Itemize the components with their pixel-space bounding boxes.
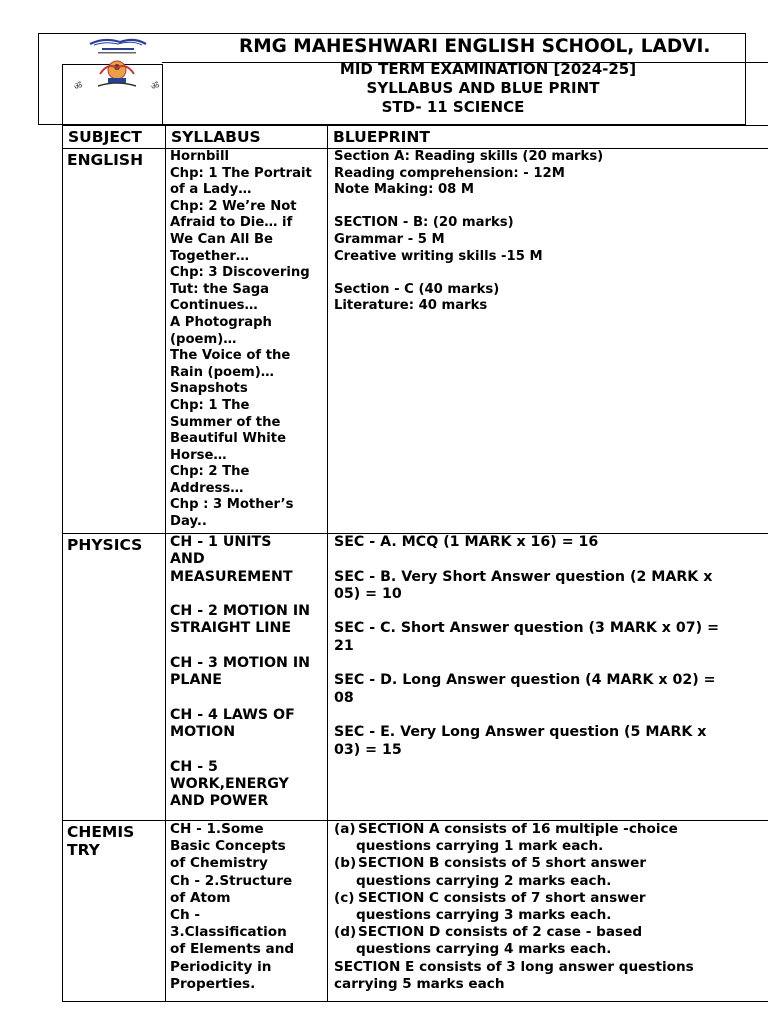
syllabus-table bbox=[62, 125, 768, 1002]
syllabus-line: of a Lady… bbox=[170, 182, 252, 198]
school-name: RMG MAHESHWARI ENGLISH SCHOOL, LADVI. bbox=[239, 36, 711, 57]
syllabus-line: Together… bbox=[170, 248, 250, 264]
item-marker: (b) bbox=[334, 855, 357, 872]
blueprint-line: Creative writing skills -15 M bbox=[334, 248, 543, 264]
syllabus-line: MOTION bbox=[170, 724, 236, 741]
syllabus-line: STRAIGHT LINE bbox=[170, 620, 292, 637]
blueprint-cell bbox=[328, 149, 768, 534]
blueprint-line: 08 bbox=[334, 689, 354, 706]
blueprint-line: Section A: Reading skills (20 marks) bbox=[334, 149, 604, 164]
blueprint-spacer bbox=[334, 265, 762, 282]
syllabus-line: Chp: 2 We’re Not bbox=[170, 198, 297, 214]
blueprint-item bbox=[334, 855, 762, 872]
col-header-subject: SUBJECT bbox=[63, 126, 166, 149]
syllabus-line: Continues… bbox=[170, 298, 258, 314]
syllabus-line: CH - 2 MOTION IN bbox=[170, 603, 311, 620]
blueprint-line: SEC - D. Long Answer question (4 MARK x 02) = bbox=[334, 672, 716, 689]
syllabus-line: Basic Concepts bbox=[170, 838, 286, 855]
blueprint-item bbox=[334, 924, 762, 941]
item-text: SECTION C consists of 7 short answer bbox=[358, 889, 646, 906]
syllabus-line: Day.. bbox=[170, 514, 207, 530]
syllabus-line: Chp: 1 The Portrait bbox=[170, 165, 312, 181]
syllabus-line: Rain (poem)… bbox=[170, 364, 274, 380]
syllabus-line: A Photograph bbox=[170, 314, 272, 330]
syllabus-line: AND bbox=[170, 551, 205, 568]
syllabus-line: Snapshots bbox=[170, 381, 248, 397]
syllabus-line: Chp: 3 Discovering bbox=[170, 265, 310, 281]
blueprint-line: Note Making: 08 M bbox=[334, 182, 475, 198]
svg-text:ॐ: ॐ bbox=[74, 82, 83, 92]
subject-cell: PHYSICS bbox=[63, 534, 166, 821]
blueprint-spacer bbox=[334, 199, 762, 216]
syllabus-line: Afraid to Die… if bbox=[170, 215, 293, 231]
syllabus-cell bbox=[166, 534, 328, 821]
syllabus-line: We Can All Be bbox=[170, 231, 274, 247]
blueprint-line: SEC - E. Very Long Answer question (5 MARK x bbox=[334, 724, 707, 741]
syllabus-line: Tut: the Saga bbox=[170, 281, 270, 297]
syllabus-line: of Atom bbox=[170, 889, 231, 906]
syllabus-line: Chp: 1 The bbox=[170, 397, 250, 413]
blueprint-cell bbox=[328, 821, 768, 1002]
item-continuation: questions carrying 2 marks each. bbox=[356, 872, 612, 889]
blueprint-line: Grammar - 5 M bbox=[334, 231, 445, 247]
syllabus-line: Beautiful White bbox=[170, 431, 287, 447]
table-header-row bbox=[63, 126, 768, 149]
syllabus-line: AND POWER bbox=[170, 793, 269, 810]
blueprint-spacer bbox=[334, 655, 762, 672]
syllabus-line: CH - 1 UNITS bbox=[170, 534, 272, 550]
blueprint-spacer bbox=[334, 551, 762, 568]
blueprint-line: SEC - B. Very Short Answer question (2 MARK x bbox=[334, 568, 713, 585]
syllabus-line: WORK,ENERGY bbox=[170, 776, 289, 793]
item-continuation: questions carrying 1 mark each. bbox=[356, 838, 604, 855]
syllabus-line: CH - 4 LAWS OF bbox=[170, 706, 295, 723]
syllabus-line: Properties. bbox=[170, 975, 256, 992]
blueprint-spacer bbox=[334, 603, 762, 620]
syllabus-line: of Elements and bbox=[170, 941, 295, 958]
standard-label: STD- 11 SCIENCE bbox=[381, 98, 525, 116]
table-row bbox=[63, 821, 768, 1002]
subject-cell: ENGLISH bbox=[63, 149, 166, 534]
blueprint-line: 03) = 15 bbox=[334, 741, 402, 758]
syllabus-line: CH - 1.Some bbox=[170, 821, 264, 837]
item-continuation: questions carrying 3 marks each. bbox=[356, 907, 612, 924]
syllabus-line: Chp: 2 The bbox=[170, 464, 250, 480]
col-header-syllabus: SYLLABUS bbox=[166, 126, 328, 149]
blueprint-line: Reading comprehension: - 12M bbox=[334, 165, 565, 181]
document-title: SYLLABUS AND BLUE PRINT bbox=[366, 79, 600, 97]
syllabus-cell bbox=[166, 149, 328, 534]
syllabus-line: PLANE bbox=[170, 672, 222, 689]
syllabus-spacer bbox=[170, 638, 323, 655]
blueprint-line: SECTION E consists of 3 long answer questions bbox=[334, 958, 694, 975]
syllabus-line: 3.Classification bbox=[170, 924, 287, 941]
syllabus-line: (poem)… bbox=[170, 331, 237, 347]
exam-name: MID TERM EXAMINATION [2024-25] bbox=[339, 60, 637, 78]
subject-line: TRY bbox=[67, 841, 100, 859]
blueprint-line: carrying 5 marks each bbox=[334, 975, 505, 992]
syllabus-cell bbox=[166, 821, 328, 1002]
syllabus-line: Ch - bbox=[170, 907, 201, 924]
blueprint-cell bbox=[328, 534, 768, 821]
subject-line: CHEMIS bbox=[67, 823, 135, 841]
blueprint-line: 21 bbox=[334, 637, 354, 654]
syllabus-spacer bbox=[170, 690, 323, 707]
blueprint-spacer bbox=[334, 707, 762, 724]
table-row bbox=[63, 534, 768, 821]
syllabus-line: Periodicity in bbox=[170, 958, 272, 975]
blueprint-line: 05) = 10 bbox=[334, 585, 402, 602]
item-text: SECTION B consists of 5 short answer bbox=[358, 855, 647, 872]
syllabus-line: Ch - 2.Structure bbox=[170, 872, 293, 889]
syllabus-line: Chp : 3 Mother’s bbox=[170, 497, 294, 513]
item-marker: (d) bbox=[334, 924, 357, 941]
blueprint-line: SEC - A. MCQ (1 MARK x 16) = 16 bbox=[334, 534, 599, 550]
syllabus-line: Hornbill bbox=[170, 149, 229, 164]
syllabus-line: CH - 3 MOTION IN bbox=[170, 655, 311, 672]
item-marker: (c) bbox=[334, 889, 355, 906]
syllabus-line: Address… bbox=[170, 480, 244, 496]
school-logo bbox=[72, 34, 162, 96]
syllabus-line: of Chemistry bbox=[170, 855, 268, 872]
blueprint-line: SECTION - B: (20 marks) bbox=[334, 215, 514, 231]
blueprint-item bbox=[334, 821, 762, 838]
subject-cell bbox=[63, 821, 166, 1002]
blueprint-line: Literature: 40 marks bbox=[334, 298, 488, 314]
syllabus-spacer bbox=[170, 742, 323, 759]
syllabus-line: Summer of the bbox=[170, 414, 281, 430]
syllabus-line: The Voice of the bbox=[170, 348, 291, 364]
blueprint-line: SEC - C. Short Answer question (3 MARK x 07) = bbox=[334, 620, 719, 637]
syllabus-line: Horse… bbox=[170, 447, 227, 463]
item-continuation: questions carrying 4 marks each. bbox=[356, 941, 612, 958]
svg-text:ॐ: ॐ bbox=[151, 82, 160, 92]
exam-titles bbox=[199, 60, 747, 117]
item-text: SECTION A consists of 16 multiple -choice bbox=[358, 821, 678, 837]
table-row bbox=[63, 149, 768, 534]
syllabus-line: MEASUREMENT bbox=[170, 568, 293, 585]
syllabus-line: CH - 5 bbox=[170, 758, 218, 775]
syllabus-spacer bbox=[170, 586, 323, 603]
item-marker: (a) bbox=[334, 821, 356, 837]
blueprint-item bbox=[334, 890, 762, 907]
blueprint-line: Section - C (40 marks) bbox=[334, 281, 500, 297]
header-divider bbox=[162, 62, 768, 63]
item-text: SECTION D consists of 2 case - based bbox=[358, 924, 643, 941]
col-header-blueprint: BLUEPRINT bbox=[328, 126, 768, 149]
